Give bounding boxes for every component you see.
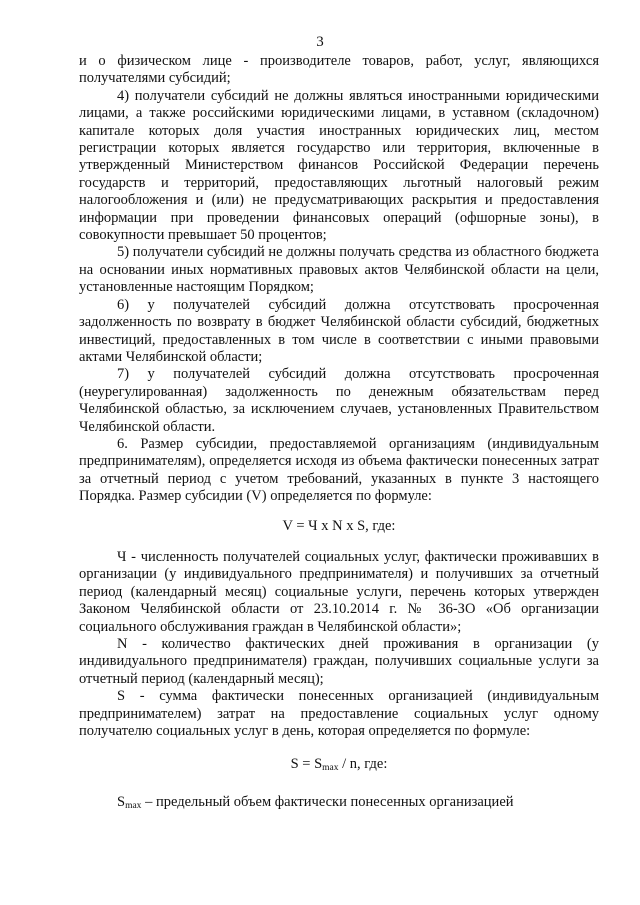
paragraph-item-7: 7) у получателей субсидий должна отсутствовать просроченная (неурегулированная) задолженность по денежным обязательствам перед Челябинской областью, за исключением случаев, установленных Правительством Челябинской области. — [79, 366, 599, 435]
paragraph-intro: и о физическом лице - производителе товаров, работ, услуг, являющихся получателями субсидий; — [79, 53, 599, 87]
definition-n: N - количество фактических дней проживания в организации (у индивидуального предпринимателя) граждан, получивших социальные услуги за отчетный период (календарный месяц); — [79, 636, 599, 687]
definition-smax — [79, 794, 599, 815]
page-number: 3 — [316, 34, 324, 50]
paragraph-item-6: 6) у получателей субсидий должна отсутствовать просроченная задолженность по возврату в бюджет Челябинской области субсидий, бюджетных инвестиций, предоставленных в том числе в соответствии с иными правовыми актами Челябинской области; — [79, 296, 599, 365]
formula-s-subscript: max — [322, 763, 339, 774]
definition-s: S - сумма фактически понесенных организацией (индивидуальным предпринимателем) затрат на предоставление социальных услуг одному получателю социальных услуг в день, которая определяется по формуле: — [79, 688, 599, 740]
smax-symbol: S — [117, 793, 126, 810]
smax-text: – предельный объем фактически понесенных организацией — [141, 793, 514, 810]
formula-s-lhs: S = S — [290, 756, 323, 773]
paragraph-clause-6: 6. Размер субсидии, предоставляемой организациям (индивидуальным предпринимателям), определяется исходя из объема фактически понесенных затрат за отчетный период с учетом требований, указанных в пункте 3 настоящего Порядка. Размер субсидии (V) определяется по формуле: — [79, 435, 599, 505]
paragraph-item-5: 5) получатели субсидий не должны получать средства из областного бюджета на основании иных нормативных правовых актов Челябинской области на цели, установленные настоящим Порядком; — [79, 244, 599, 296]
paragraph-item-4: 4) получатели субсидий не должны являться иностранными юридическими лицами, а также российскими юридическими лицами, в уставном (складочном) капитале которых доля участия иностранных юридических лиц, местом регистрации которых является государство или территория, включенные в утвержденный Министерством финансов Российской Федерации перечень государств и территорий, предоставляющих льготный налоговый режим налогообложения и (или) не предусматривающих раскрытия и предоставления информации при проведении финансовых операций (офшорные зоны), в совокупности превышает 50 процентов; — [79, 87, 599, 244]
document-body — [79, 53, 599, 815]
formula-s-rhs: / n, где: — [338, 756, 388, 773]
smax-subscript: max — [125, 800, 142, 811]
formula-subsidy-v: V = Ч х N х S, где: — [282, 517, 396, 534]
formula-s — [79, 756, 599, 777]
definition-ch: Ч - численность получателей социальных услуг, фактически проживавших в организации (у индивидуального предпринимателя) и получивших за отчетный период (календарный месяц) социальные услуги, перечень которых утвержден Законом Челябинской области от 23.10.2014 г. № 36-ЗО «Об организации социального обслуживания граждан в Челябинской области»; — [79, 548, 599, 635]
